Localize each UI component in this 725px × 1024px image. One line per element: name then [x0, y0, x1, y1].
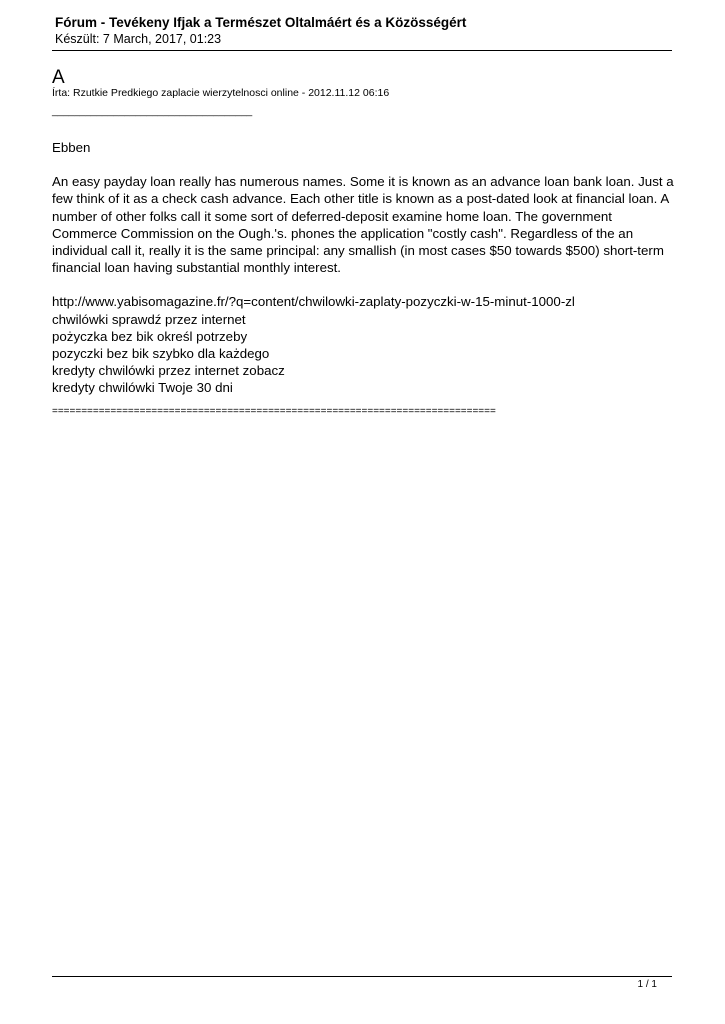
post-end-separator: ============================================================================ — [52, 406, 496, 417]
post-link-line: kredyty chwilówki przez internet zobacz — [52, 363, 285, 379]
post-link-line: chwilówki sprawdź przez internet — [52, 311, 246, 327]
post-separator: ____________________________________ — [52, 106, 253, 117]
page-number: 1 / 1 — [637, 979, 657, 990]
post-link-line: pozyczki bez bik szybko dla każdego — [52, 346, 270, 362]
post-link-list — [52, 293, 674, 396]
post-body — [52, 139, 674, 397]
post-paragraph: An easy payday loan really has numerous names. Some it is known as an advance loan bank loan. Just a few think of it as a check cash advance. Each other title is known as a post-dated look at financial loan. A number of other folks call it some sort of deferred-deposit examine home loan. The government Commerce Commission on the Ough.'s. phones the application "costly cash". Regardless of the an individual call it, really it is the same principal: any smallish (in most cases $50 towards $500) short-term financial loan having substantial monthly interest. — [52, 174, 674, 276]
post-link-line: kredyty chwilówki Twoje 30 dni — [52, 380, 233, 396]
post-author-meta: Írta: Rzutkie Predkiego zaplacie wierzytelnosci online - 2012.11.12 06:16 — [52, 87, 390, 99]
post-title: A — [52, 67, 65, 88]
post-link-line: pożyczka bez bik określ potrzeby — [52, 328, 248, 344]
post-greeting: Ebben — [52, 140, 91, 155]
document-header — [55, 15, 670, 47]
created-date: Készült: 7 March, 2017, 01:23 — [55, 32, 222, 46]
post-link-line-url: http://www.yabisomagazine.fr/?q=content/chwilowki-zaplaty-pozyczki-w-15-minut-1000-zl — [52, 294, 575, 310]
header-divider — [52, 50, 672, 51]
forum-title: Fórum - Tevékeny Ifjak a Természet Oltalmáért és a Közösségért — [55, 15, 467, 30]
footer-divider — [52, 976, 672, 977]
